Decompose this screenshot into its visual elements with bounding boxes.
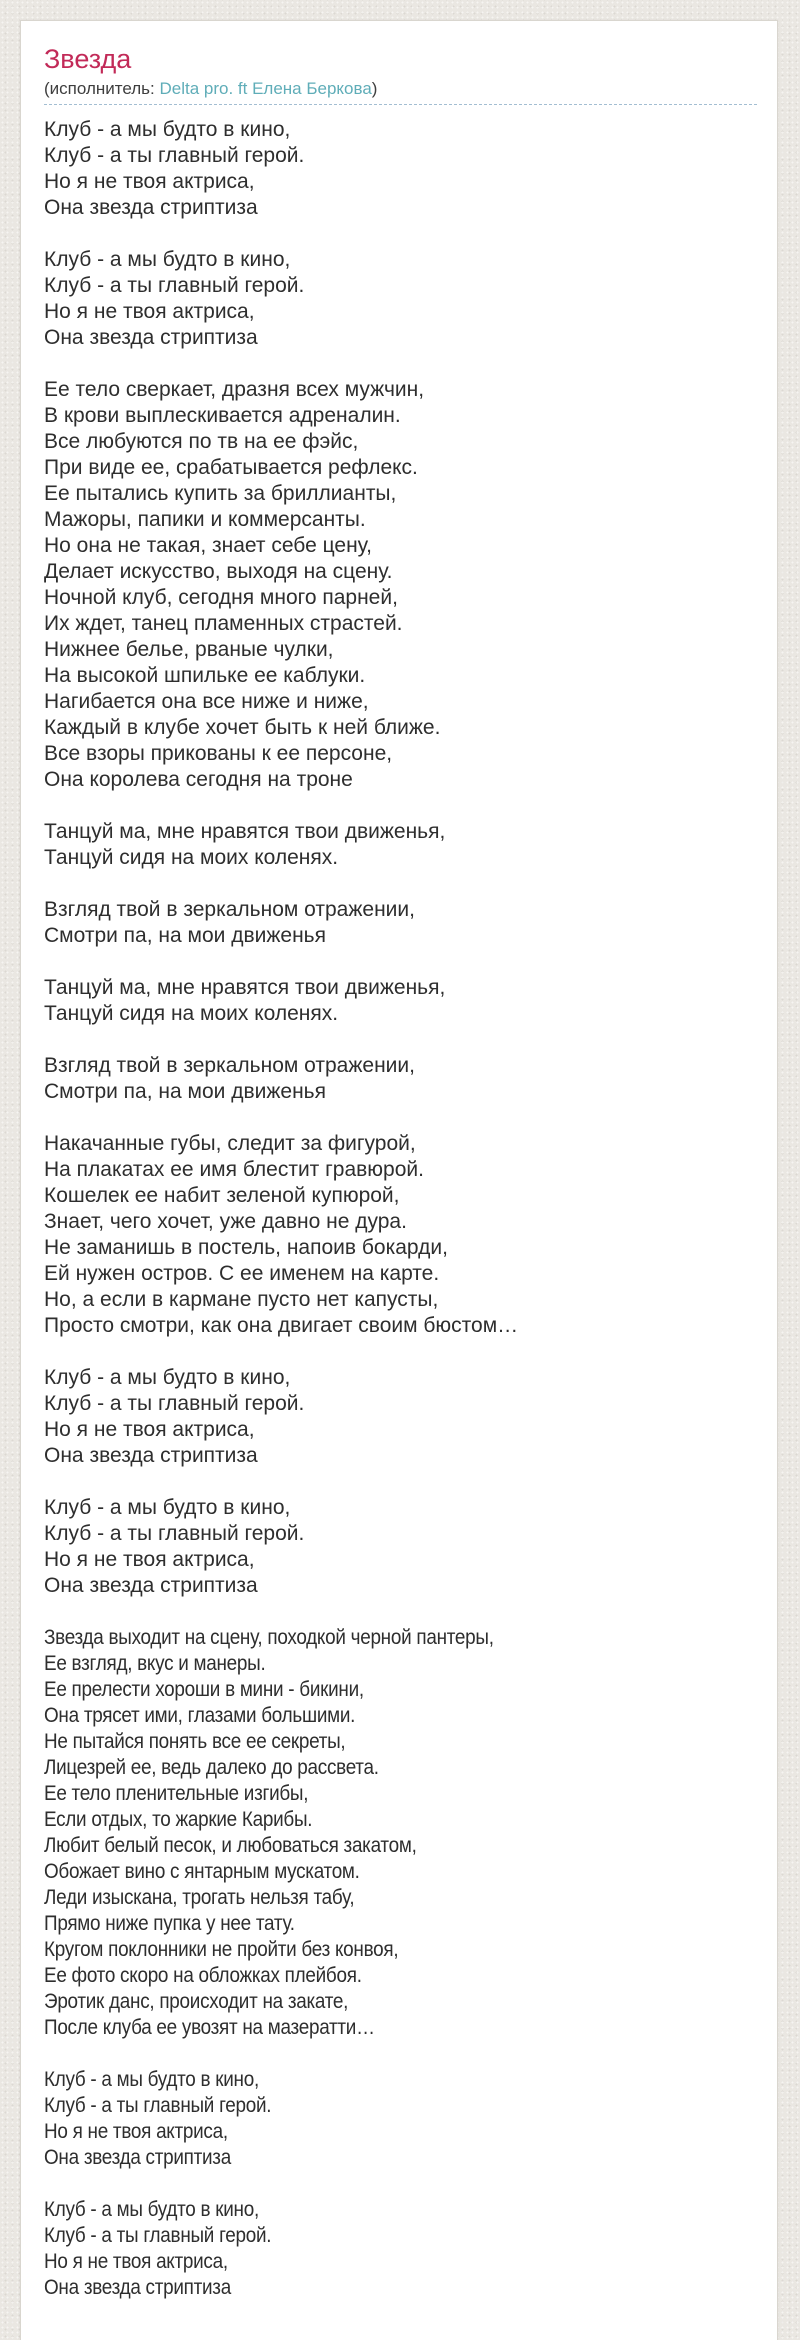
lyric-line: Но я не твоя актриса, <box>44 300 255 323</box>
lyric-line: Клуб - а мы будто в кино, <box>44 2068 259 2091</box>
lyric-line: Нагибается она все ниже и ниже, <box>44 690 369 713</box>
page-background <box>0 20 800 2340</box>
lyric-line: Лицезрей ее, ведь далеко до рассвета. <box>44 1756 379 1779</box>
lyric-line: Все любуются по тв на ее фэйс, <box>44 430 359 453</box>
lyric-line: Клуб - а мы будто в кино, <box>44 2198 259 2221</box>
lyric-line: Она королева сегодня на троне <box>44 768 353 791</box>
lyrics-stanza <box>44 819 757 871</box>
song-title: Звезда <box>44 44 132 74</box>
lyric-line: На плакатах ее имя блестит гравюрой. <box>44 1158 424 1181</box>
lyric-line: Танцуй сидя на моих коленях. <box>44 1002 339 1025</box>
lyric-line: Ее прелести хороши в мини - бикини, <box>44 1678 364 1701</box>
lyrics-stanza <box>44 1053 757 1105</box>
lyric-line: Делает искусство, выходя на сцену. <box>44 560 393 583</box>
lyric-line: Прямо ниже пупка у нее тату. <box>44 1912 295 1935</box>
lyric-line: Кругом поклонники не пройти без конвоя, <box>44 1938 399 1961</box>
lyric-line: Но я не твоя актриса, <box>44 1548 255 1571</box>
artist-label-suffix: ) <box>371 79 378 98</box>
lyric-line: Она звезда стриптиза <box>44 2146 231 2169</box>
lyric-line: Но я не твоя актриса, <box>44 1418 255 1441</box>
lyric-line: Кошелек ее набит зеленой купюрой, <box>44 1184 400 1207</box>
lyric-line: Она звезда стриптиза <box>44 1444 258 1467</box>
lyric-line: Клуб - а ты главный герой. <box>44 2224 272 2247</box>
lyric-line: Накачанные губы, следит за фигурой, <box>44 1132 416 1155</box>
lyric-line: Она звезда стриптиза <box>44 196 258 219</box>
lyrics-stanza <box>44 975 757 1027</box>
lyric-line: Ее взгляд, вкус и манеры. <box>44 1652 266 1675</box>
lyrics-stanza <box>44 1365 757 1469</box>
lyric-line: Танцуй ма, мне нравятся твои движенья, <box>44 820 446 843</box>
lyric-line: На высокой шпильке ее каблуки. <box>44 664 366 687</box>
artist-line <box>44 79 757 105</box>
lyric-line: Ее фото скоро на обложках плейбоя. <box>44 1964 362 1987</box>
lyric-line: Клуб - а мы будто в кино, <box>44 248 291 271</box>
lyric-line: Если отдых, то жаркие Карибы. <box>44 1808 313 1831</box>
lyric-line: Ее пытались купить за бриллианты, <box>44 482 397 505</box>
lyric-line: Она звезда стриптиза <box>44 2276 231 2299</box>
lyric-line: Но я не твоя актриса, <box>44 2120 228 2143</box>
lyric-line: Но она не такая, знает себе цену, <box>44 534 372 557</box>
lyric-line: В крови выплескивается адреналин. <box>44 404 401 427</box>
lyric-line: Взгляд твой в зеркальном отражении, <box>44 1054 415 1077</box>
lyric-line: Клуб - а ты главный герой. <box>44 1522 305 1545</box>
lyric-line: Не пытайся понять все ее секреты, <box>44 1730 346 1753</box>
lyric-line: Клуб - а мы будто в кино, <box>44 1496 291 1519</box>
lyric-line: Она звезда стриптиза <box>44 1574 258 1597</box>
lyric-line: Ей нужен остров. С ее именем на карте. <box>44 1262 440 1285</box>
lyric-line: Все взоры прикованы к ее персоне, <box>44 742 393 765</box>
lyrics-stanza <box>44 897 757 949</box>
lyrics <box>44 117 757 2301</box>
lyric-line: Смотри па, на мои движенья <box>44 924 326 947</box>
lyric-line: Клуб - а ты главный герой. <box>44 1392 305 1415</box>
lyric-line: Клуб - а ты главный герой. <box>44 274 305 297</box>
lyric-line: Но я не твоя актриса, <box>44 2250 228 2273</box>
lyric-line: Их ждет, танец пламенных страстей. <box>44 612 403 635</box>
lyric-line: Ее тело пленительные изгибы, <box>44 1782 309 1805</box>
lyric-line: Ночной клуб, сегодня много парней, <box>44 586 398 609</box>
lyrics-stanza <box>44 1625 686 2041</box>
lyric-line: Просто смотри, как она двигает своим бюстом… <box>44 1314 519 1337</box>
lyrics-panel <box>20 20 778 2340</box>
lyric-line: Но я не твоя актриса, <box>44 170 255 193</box>
lyrics-stanza <box>44 117 757 221</box>
lyric-line: Нижнее белье, рваные чулки, <box>44 638 334 661</box>
lyric-line: Любит белый песок, и любоваться закатом, <box>44 1834 417 1857</box>
lyric-line: Смотри па, на мои движенья <box>44 1080 326 1103</box>
lyric-line: Танцуй сидя на моих коленях. <box>44 846 339 869</box>
lyric-line: После клуба ее увозят на мазератти… <box>44 2016 375 2039</box>
lyric-line: Танцуй ма, мне нравятся твои движенья, <box>44 976 446 999</box>
lyric-line: Но, а если в кармане пусто нет капусты, <box>44 1288 439 1311</box>
lyric-line: Обожает вино с янтарным мускатом. <box>44 1860 360 1883</box>
lyric-line: Взгляд твой в зеркальном отражении, <box>44 898 415 921</box>
lyrics-stanza <box>44 1131 757 1339</box>
lyric-line: Клуб - а ты главный герой. <box>44 2094 272 2117</box>
lyric-line: Эротик данс, происходит на закате, <box>44 1990 349 2013</box>
lyric-line: При виде ее, срабатывается рефлекс. <box>44 456 418 479</box>
lyric-line: Она трясет ими, глазами большими. <box>44 1704 356 1727</box>
lyric-line: Не заманишь в постель, напоив бокарди, <box>44 1236 448 1259</box>
lyric-line: Она звезда стриптиза <box>44 326 258 349</box>
lyrics-stanza <box>44 1495 757 1599</box>
lyric-line: Знает, чего хочет, уже давно не дура. <box>44 1210 407 1233</box>
lyric-line: Звезда выходит на сцену, походкой черной пантеры, <box>44 1626 494 1649</box>
artist-label: (исполнитель: <box>44 79 160 98</box>
lyric-line: Каждый в клубе хочет быть к ней ближе. <box>44 716 441 739</box>
lyric-line: Клуб - а мы будто в кино, <box>44 118 291 141</box>
lyric-line: Клуб - а мы будто в кино, <box>44 1366 291 1389</box>
lyric-line: Мажоры, папики и коммерсанты. <box>44 508 366 531</box>
lyrics-stanza <box>44 377 757 793</box>
lyric-line: Ее тело сверкает, дразня всех мужчин, <box>44 378 425 401</box>
lyrics-stanza <box>44 2067 686 2171</box>
lyric-line: Клуб - а ты главный герой. <box>44 144 305 167</box>
lyric-line: Леди изыскана, трогать нельзя табу, <box>44 1886 355 1909</box>
lyrics-stanza <box>44 2197 686 2301</box>
artist-link[interactable]: Delta pro. ft Елена Беркова <box>159 79 372 98</box>
lyrics-stanza <box>44 247 757 351</box>
